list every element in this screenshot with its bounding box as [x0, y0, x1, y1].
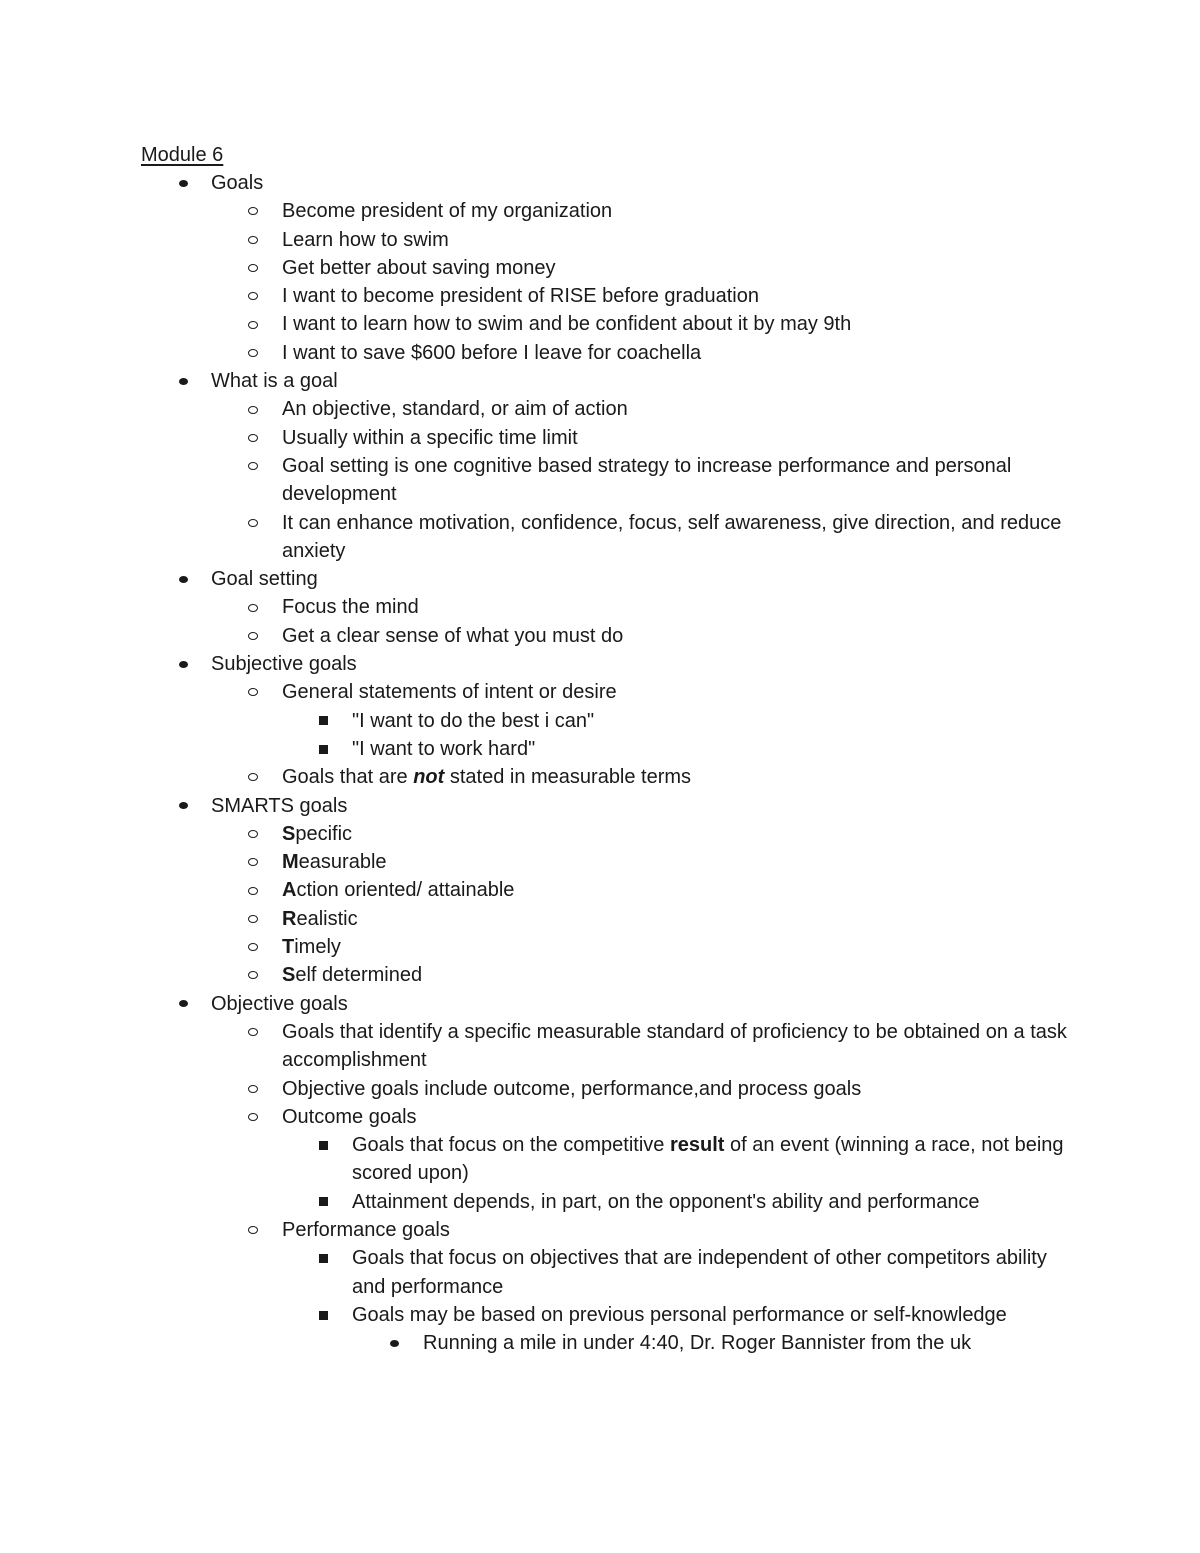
circle-bullet-icon [246, 339, 260, 367]
section-heading-subjective: Subjective goals [211, 653, 357, 676]
list-item [141, 1216, 1081, 1244]
list-item-text: Learn how to swim [282, 228, 449, 251]
list-item [141, 933, 1081, 961]
list-item [141, 792, 1081, 820]
section-heading-what-is-goal: What is a goal [211, 370, 338, 393]
circle-bullet-icon [246, 1216, 260, 1244]
list-item-text: Goals that are [282, 766, 414, 789]
list-item-text: Objective goals include outcome, performance,and process goals [282, 1077, 862, 1100]
list-item [141, 1103, 1081, 1131]
emphasis-text: not [413, 766, 445, 789]
acronym-letter: S [282, 964, 296, 987]
acronym-letter: S [282, 822, 296, 845]
list-item [141, 1244, 1081, 1301]
list-item-text: Goals that identify a specific measurable standard of proficiency to be obtained on a task accomplishment [282, 1020, 1067, 1072]
circle-bullet-icon [246, 310, 260, 338]
list-item [141, 1188, 1081, 1216]
list-item [141, 565, 1081, 593]
list-item [141, 905, 1081, 933]
list-item [141, 1329, 1081, 1357]
list-item [141, 452, 1081, 509]
list-item-text: pecific [295, 822, 353, 845]
list-item-text: Attainment depends, in part, on the opponent's ability and performance [352, 1190, 980, 1213]
list-item [141, 424, 1081, 452]
list-item-text: Goals that focus on the competitive [352, 1134, 670, 1157]
list-item-text: I want to learn how to swim and be confident about it by may 9th [282, 313, 852, 336]
square-bullet-icon [316, 707, 330, 735]
square-bullet-icon [316, 1188, 330, 1216]
list-item-text: General statements of intent or desire [282, 681, 617, 704]
list-item-text: Running a mile in under 4:40, Dr. Roger Bannister from the uk [423, 1332, 972, 1355]
circle-bullet-icon [246, 905, 260, 933]
circle-bullet-icon [246, 1103, 260, 1131]
list-item [141, 735, 1081, 763]
circle-bullet-icon [246, 820, 260, 848]
list-item [141, 1131, 1081, 1188]
circle-bullet-icon [246, 1075, 260, 1103]
disc-bullet-icon [176, 650, 190, 678]
circle-bullet-icon [246, 622, 260, 650]
disc-bullet-icon [387, 1329, 401, 1357]
list-item-text: I want to save $600 before I leave for coachella [282, 341, 702, 364]
disc-bullet-icon [176, 169, 190, 197]
list-item-text: Get a clear sense of what you must do [282, 624, 624, 647]
acronym-letter: A [282, 879, 297, 902]
list-item [141, 990, 1081, 1018]
list-item [141, 339, 1081, 367]
list-item [141, 509, 1081, 566]
circle-bullet-icon [246, 763, 260, 791]
section-heading-goal-setting: Goal setting [211, 568, 318, 591]
circle-bullet-icon [246, 424, 260, 452]
list-item [141, 367, 1081, 395]
list-item-text: Usually within a specific time limit [282, 426, 578, 449]
list-item [141, 848, 1081, 876]
circle-bullet-icon [246, 1018, 260, 1046]
circle-bullet-icon [246, 961, 260, 989]
list-item [141, 310, 1081, 338]
circle-bullet-icon [246, 254, 260, 282]
acronym-letter: M [282, 851, 299, 874]
list-item-text: Get better about saving money [282, 256, 556, 279]
list-item [141, 593, 1081, 621]
circle-bullet-icon [246, 452, 260, 480]
list-item [141, 650, 1081, 678]
disc-bullet-icon [176, 990, 190, 1018]
circle-bullet-icon [246, 509, 260, 537]
disc-bullet-icon [176, 792, 190, 820]
circle-bullet-icon [246, 282, 260, 310]
disc-bullet-icon [176, 367, 190, 395]
list-item [141, 820, 1081, 848]
list-item-text: Goal setting is one cognitive based strategy to increase performance and personal development [282, 454, 1012, 506]
acronym-letter: R [282, 907, 297, 930]
square-bullet-icon [316, 735, 330, 763]
list-item-text: Goals may be based on previous personal performance or self-knowledge [352, 1303, 1007, 1326]
list-item-text: An objective, standard, or aim of action [282, 398, 628, 421]
square-bullet-icon [316, 1131, 330, 1159]
circle-bullet-icon [246, 678, 260, 706]
section-heading-smarts: SMARTS goals [211, 794, 348, 817]
circle-bullet-icon [246, 933, 260, 961]
square-bullet-icon [316, 1244, 330, 1272]
list-item [141, 1301, 1081, 1329]
notes-outline [141, 169, 1081, 1357]
page-title: Module 6 [141, 144, 224, 166]
list-item [141, 254, 1081, 282]
list-item-text: imely [294, 936, 341, 959]
list-item-text: of an event (winning a race, not being scored upon) [352, 1134, 1064, 1185]
list-item [141, 282, 1081, 310]
list-item [141, 1018, 1081, 1075]
list-item-text: "I want to work hard" [352, 737, 536, 760]
list-item-text: Focus the mind [282, 596, 419, 619]
list-item-text: Performance goals [282, 1218, 450, 1241]
disc-bullet-icon [176, 565, 190, 593]
list-item-text: ction oriented/ attainable [296, 879, 515, 902]
list-item-text: Become president of my organization [282, 200, 613, 223]
square-bullet-icon [316, 1301, 330, 1329]
circle-bullet-icon [246, 593, 260, 621]
section-heading-goals: Goals [211, 172, 264, 194]
list-item-text: easurable [298, 851, 387, 874]
list-item-text: ealistic [296, 907, 358, 930]
list-item [141, 395, 1081, 423]
list-item [141, 707, 1081, 735]
circle-bullet-icon [246, 197, 260, 225]
circle-bullet-icon [246, 226, 260, 254]
emphasis-text: result [669, 1134, 725, 1157]
list-item-text: "I want to do the best i can" [352, 709, 595, 732]
circle-bullet-icon [246, 848, 260, 876]
list-item [141, 622, 1081, 650]
list-item [141, 1075, 1081, 1103]
acronym-letter: T [282, 936, 295, 959]
list-item [141, 197, 1081, 225]
list-item [141, 876, 1081, 904]
list-item-text: elf determined [295, 964, 423, 987]
section-heading-objective: Objective goals [211, 992, 348, 1015]
list-item [141, 169, 1081, 197]
list-item [141, 763, 1081, 791]
list-item [141, 961, 1081, 989]
list-item [141, 226, 1081, 254]
list-item-text: Goals that focus on objectives that are independent of other competitors ability and performance [352, 1247, 1047, 1298]
list-item-text: Outcome goals [282, 1105, 417, 1128]
list-item-text: I want to become president of RISE before graduation [282, 285, 759, 308]
list-item [141, 678, 1081, 706]
list-item-text: It can enhance motivation, confidence, focus, self awareness, give direction, and reduce anxiety [282, 511, 1062, 562]
list-item-text: stated in measurable terms [444, 766, 692, 789]
circle-bullet-icon [246, 876, 260, 904]
circle-bullet-icon [246, 395, 260, 423]
